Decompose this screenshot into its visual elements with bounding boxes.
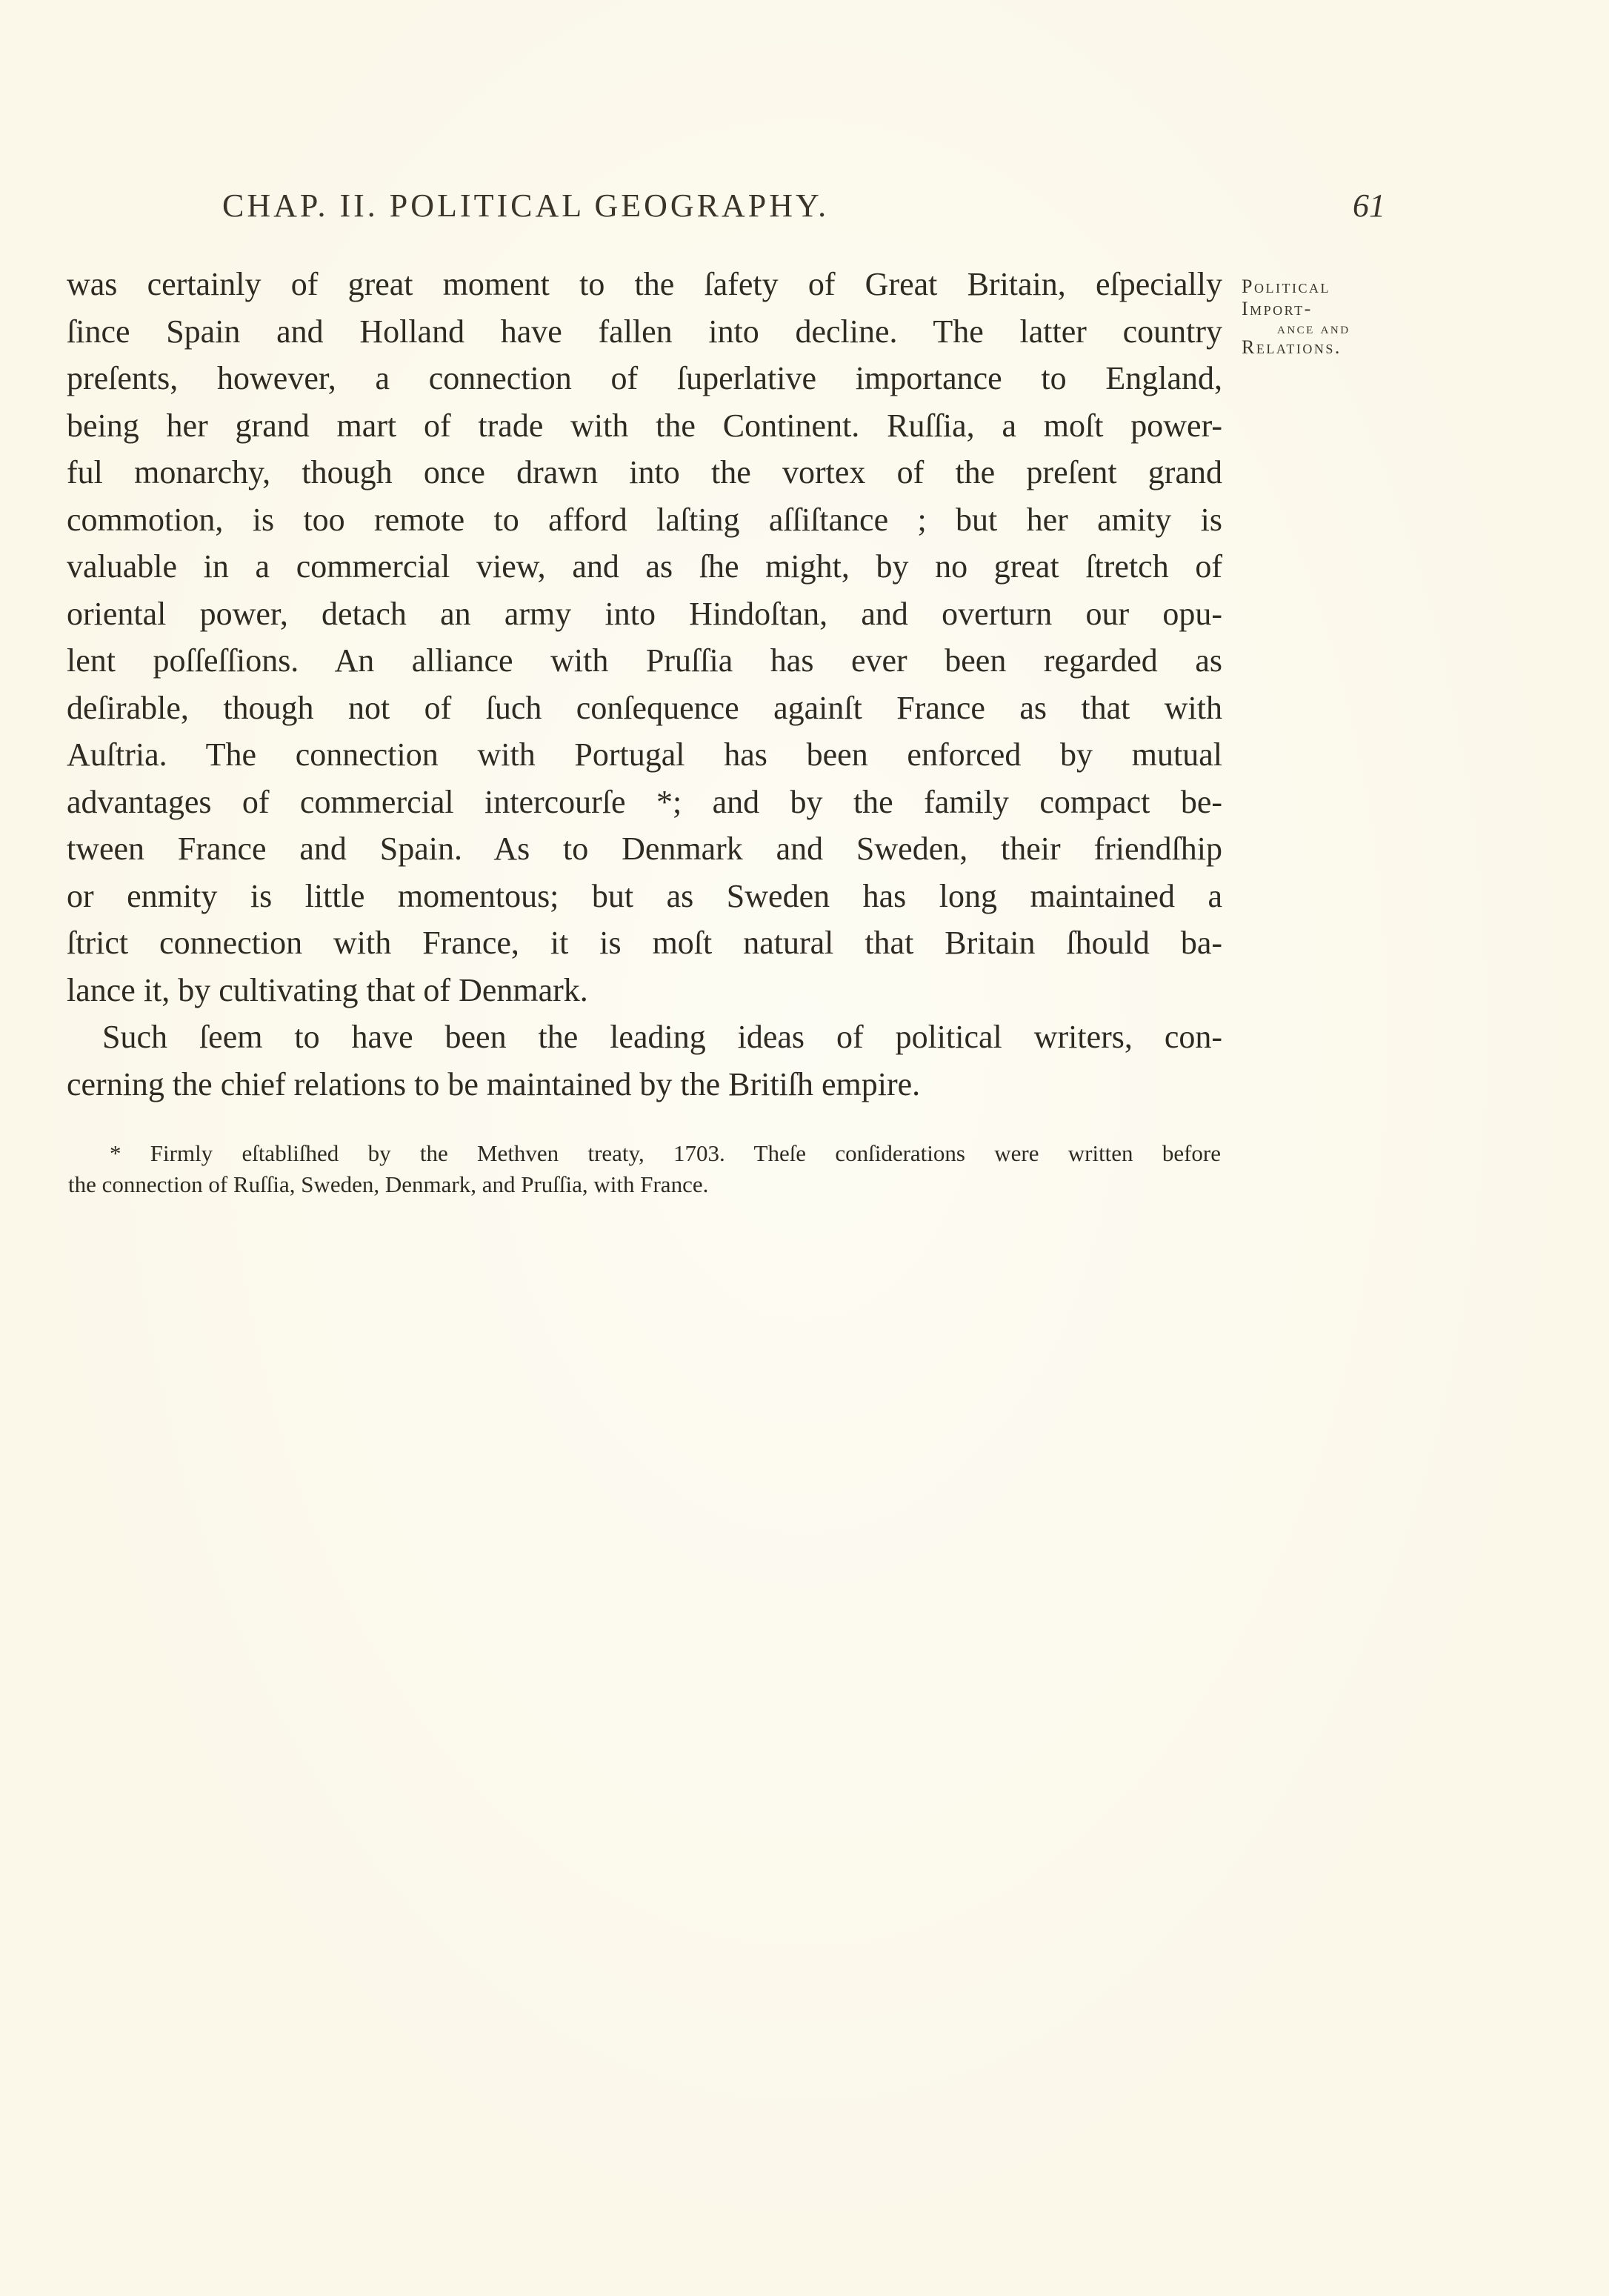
text-line: oriental power, detach an army into Hindoſtan, and overturn our opu- [67, 595, 1222, 632]
margin-note [1242, 276, 1350, 359]
margin-note-line: Political [1242, 276, 1330, 297]
text-line: preſents, however, a connection of ſuperlative importance to England, [67, 360, 1222, 396]
margin-note-line: Relations. [1242, 336, 1342, 358]
text-line: was certainly of great moment to the ſafety of Great Britain, eſpecially [67, 266, 1222, 302]
text-line: ſtrict connection with France, it is moſt natural that Britain ſhould ba- [67, 925, 1222, 961]
text-line: cerning the chief relations to be maintained by the Britiſh empire. [67, 1065, 921, 1102]
margin-note-line: Import- [1242, 298, 1313, 319]
main-text [67, 261, 1222, 1108]
margin-note-line: ance and [1277, 319, 1350, 337]
text-line: valuable in a commercial view, and as ſhe might, by no great ſtretch of [67, 548, 1222, 585]
text-line: deſirable, though not of ſuch conſequence againſt France as that with [67, 689, 1222, 726]
text-line: being her grand mart of trade with the Continent. Ruſſia, a moſt power- [67, 407, 1222, 444]
footnote-line: the connection of Ruſſia, Sweden, Denmark, and Pruſſia, with France. [68, 1171, 709, 1197]
footnote-line: * Firmly eſtabliſhed by the Methven treaty, 1703. Theſe conſiderations were written before [110, 1140, 1221, 1166]
text-line: lent poſſeſſions. An alliance with Pruſſia has ever been regarded as [67, 642, 1222, 679]
text-line: or enmity is little momentous; but as Sweden has long maintained a [67, 877, 1222, 914]
page-number: 61 [1353, 187, 1385, 224]
text-line: commotion, is too remote to afford laſting aſſiſtance ; but her amity is [67, 501, 1222, 538]
text-line: lance it, by cultivating that of Denmark. [67, 971, 588, 1008]
text-line: ſince Spain and Holland have fallen into decline. The latter country [67, 313, 1222, 350]
text-line: Such ſeem to have been the leading ideas of political writers, con- [102, 1019, 1222, 1055]
footnote [68, 1138, 1221, 1200]
running-head: CHAP. II. POLITICAL GEOGRAPHY. [222, 187, 830, 224]
text-line: advantages of commercial intercourſe *; and by the family compact be- [67, 783, 1222, 820]
text-line: Auſtria. The connection with Portugal has been enforced by mutual [67, 736, 1222, 773]
text-line: ful monarchy, though once drawn into the vortex of the preſent grand [67, 454, 1222, 490]
text-line: tween France and Spain. As to Denmark and Sweden, their friendſhip [67, 831, 1222, 867]
